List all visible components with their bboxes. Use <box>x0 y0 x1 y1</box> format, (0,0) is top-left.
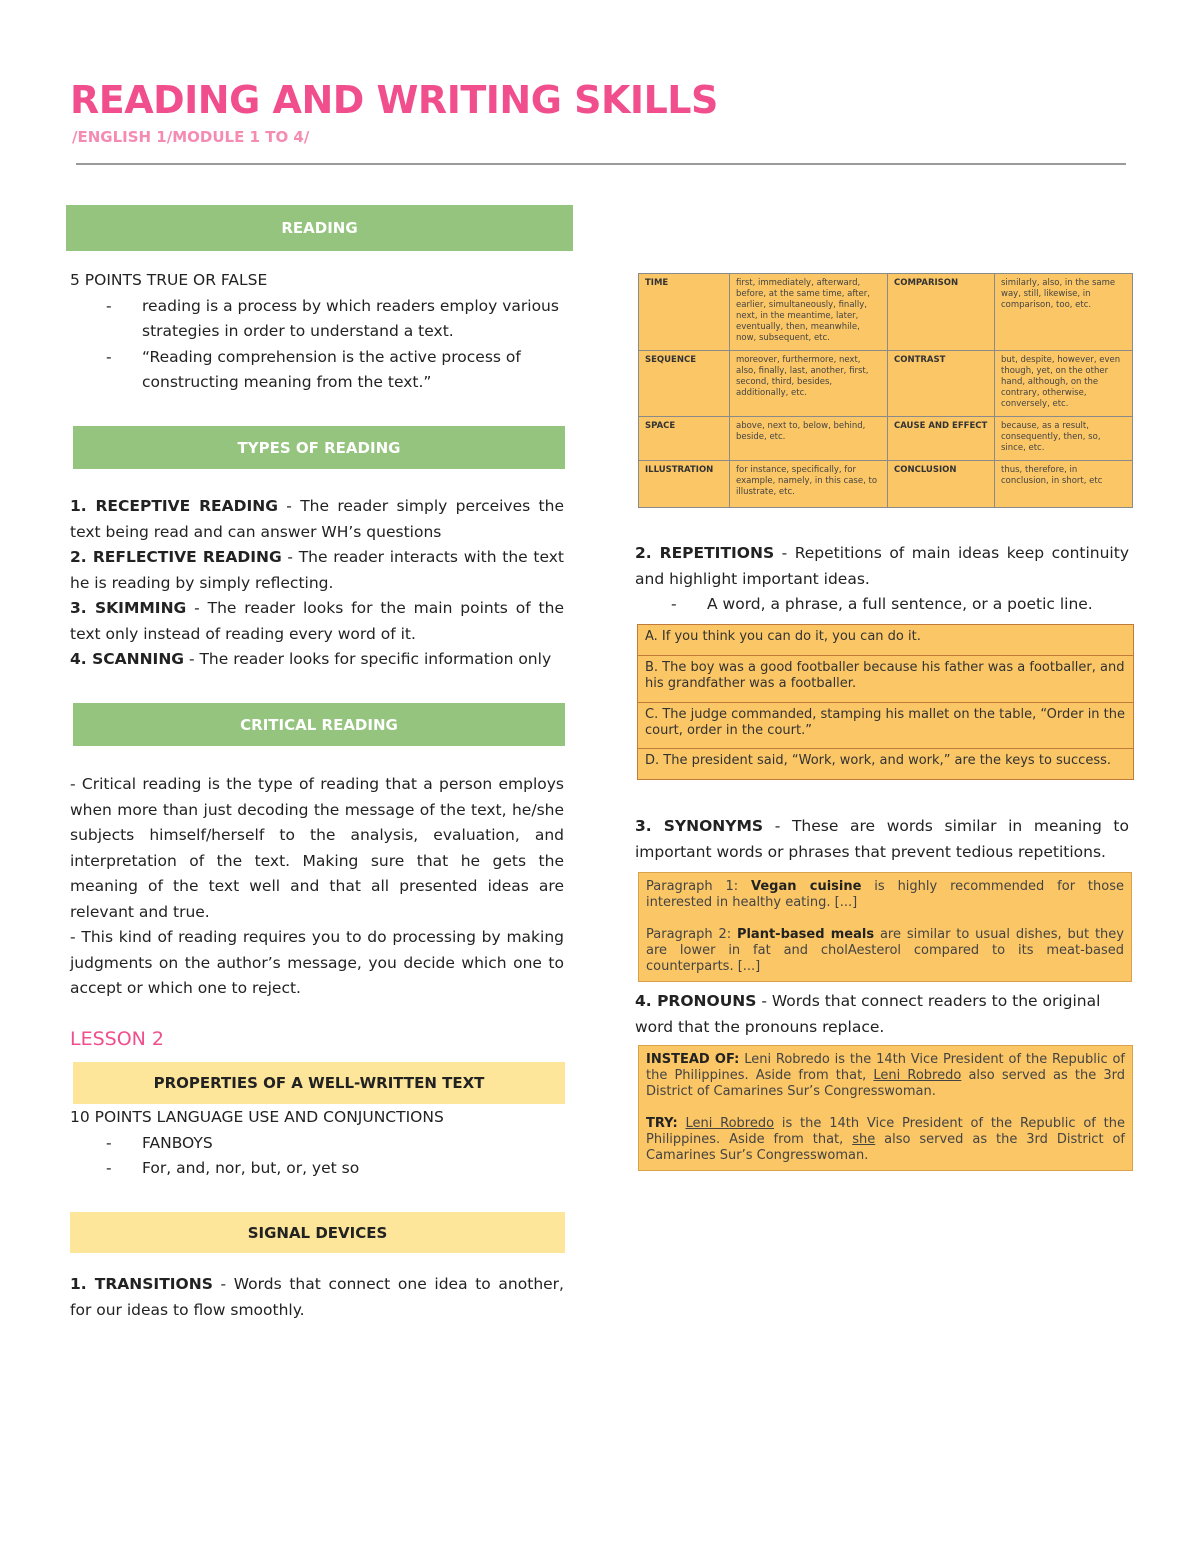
types-of-reading-list <box>70 494 564 673</box>
term: 4. SCANNING <box>70 650 185 668</box>
critical-reading-heading: CRITICAL READING <box>73 703 565 746</box>
example-item: C. The judge commanded, stamping his mallet on the table, “Order in the court, order in the court.” <box>638 703 1133 749</box>
list-item: - reading is a process by which readers employ various strategies in order to understand a text. <box>106 296 559 340</box>
list-item <box>70 545 564 596</box>
synonyms-example <box>638 872 1132 982</box>
true-false-section <box>70 268 565 396</box>
table-cell: similarly, also, in the same way, still, likewise, in comparison, too, etc. <box>995 274 1133 351</box>
page-subtitle: /ENGLISH 1/MODULE 1 TO 4/ <box>72 128 310 146</box>
transitions-item <box>70 1272 564 1323</box>
example-item: D. The president said, “Work, work, and work,” are the keys to success. <box>645 753 1112 768</box>
table-cell: SEQUENCE <box>639 351 730 417</box>
definition: - The reader simply perceives the text being read and can answer WH’s questions <box>70 497 564 541</box>
table-cell: but, despite, however, even though, yet, on the other hand, although, on the contrary, otherwise, conversely, etc. <box>995 351 1133 417</box>
paragraph <box>646 927 1124 975</box>
term: 3. SKIMMING <box>70 599 187 617</box>
list-item-text: reading is a process by which readers employ various strategies in order to understand a text. <box>142 296 559 340</box>
text: Leni Robredo is the 14th Vice President of the Republic of the Philippines. Aside from that, <box>646 1052 1126 1083</box>
text: also served as the 3rd District of Camarines Sur’s Congresswoman. <box>646 1068 1125 1099</box>
label: INSTEAD OF: <box>646 1052 740 1067</box>
critical-reading-text <box>70 772 564 1002</box>
table-cell: moreover, furthermore, next, also, finally, last, another, first, second, third, besides, additionally, etc. <box>730 351 888 417</box>
language-use-label: 10 POINTS LANGUAGE USE AND CONJUNCTIONS <box>70 1108 444 1126</box>
table-cell: for instance, specifically, for example, namely, in this case, to illustrate, etc. <box>730 461 888 508</box>
pronouns-example <box>638 1045 1133 1171</box>
underlined-text: she <box>852 1132 876 1147</box>
language-use-section <box>70 1105 565 1182</box>
definition: - The reader looks for specific information only <box>184 650 552 668</box>
table-cell: CONTRAST <box>888 351 995 417</box>
text: Paragraph 1: <box>646 879 751 894</box>
highlight: Plant-based meals <box>736 927 875 942</box>
definition: - Words that connect readers to the original word that the pronouns replace. <box>635 992 1101 1036</box>
paragraph <box>646 1052 1125 1100</box>
repetitions-item <box>635 541 1129 618</box>
term: 2. REPETITIONS <box>635 544 775 562</box>
text: is highly recommended for those interested in healthy eating. [...] <box>646 879 1124 910</box>
paragraph <box>646 1116 1125 1164</box>
reading-heading: READING <box>66 205 573 251</box>
term: 4. PRONOUNS <box>635 992 757 1010</box>
header-divider <box>76 163 1126 165</box>
list-item: - “Reading comprehension is the active process of constructing meaning from the text.” <box>106 347 521 391</box>
list-item-text: A word, a phrase, a full sentence, or a poetic line. <box>707 595 1093 613</box>
table-cell: ILLUSTRATION <box>639 461 730 508</box>
underlined-text: Leni Robredo <box>685 1116 775 1131</box>
text: are similar to usual dishes, but they are lower in fat and cholAesterol compared to its meat-based counterparts. [...] <box>646 927 1124 974</box>
text: is the 14th Vice President of the Republic of the Philippines. Aside from that, <box>646 1116 1125 1147</box>
label: TRY: <box>646 1116 678 1131</box>
repetition-examples <box>637 624 1134 780</box>
table-cell: CAUSE AND EFFECT <box>888 417 995 461</box>
paragraph: - This kind of reading requires you to do processing by making judgments on the author’s message, you decide which one to accept or which one to reject. <box>70 928 564 997</box>
list-item: - A word, a phrase, a full sentence, or a poetic line. <box>671 595 1093 613</box>
synonyms-item <box>635 814 1129 865</box>
term: 1. TRANSITIONS <box>70 1275 213 1293</box>
list-item-text: FANBOYS <box>142 1133 213 1152</box>
list-item-text: “Reading comprehension is the active process of constructing meaning from the text.” <box>142 347 521 391</box>
table-cell: above, next to, below, behind, beside, etc. <box>730 417 888 461</box>
example-item: A. If you think you can do it, you can do it. <box>638 625 1133 656</box>
page-title: READING AND WRITING SKILLS <box>70 78 718 122</box>
term: 3. SYNONYMS <box>635 817 764 835</box>
list-item <box>70 647 564 673</box>
list-item <box>70 596 564 647</box>
properties-heading: PROPERTIES OF A WELL-WRITTEN TEXT <box>73 1062 565 1104</box>
definition: - Repetitions of main ideas keep continuity and highlight important ideas. <box>635 544 1129 588</box>
table-cell: first, immediately, afterward, before, at the same time, after, earlier, simultaneously, finally, next, in the meantime, later, eventually, then, meanwhile, now, subsequent, etc. <box>730 274 888 351</box>
definition: - The reader interacts with the text he is reading by simply reflecting. <box>70 548 564 592</box>
highlight: Vegan cuisine <box>750 879 862 894</box>
table-cell: CONCLUSION <box>888 461 995 508</box>
table-row <box>639 417 1133 461</box>
text: Paragraph 2: <box>646 927 737 942</box>
paragraph: - Critical reading is the type of reading that a person employs when more than just decoding the message of the text, he/she subjects himself/herself to the analysis, evaluation, and interpretation of the text. Making sure that he gets the meaning of the text well and that all presented ideas are relevant and true. <box>70 775 564 921</box>
true-false-label: 5 POINTS TRUE OR FALSE <box>70 271 268 289</box>
example-item: B. The boy was a good footballer because his father was a footballer, and his grandfather was a footballer. <box>638 656 1133 703</box>
table-cell: TIME <box>639 274 730 351</box>
text: also served as the 3rd District of Camarines Sur’s Congresswoman. <box>646 1132 1126 1163</box>
definition: - The reader looks for the main points of the text only instead of reading every word of it. <box>70 599 564 643</box>
list-item-text: For, and, nor, but, or, yet so <box>142 1159 360 1177</box>
table-cell: COMPARISON <box>888 274 995 351</box>
table-row <box>639 274 1133 351</box>
paragraph <box>646 879 1124 911</box>
table-cell: thus, therefore, in conclusion, in short, etc <box>995 461 1133 508</box>
transitions-table <box>638 273 1133 508</box>
table-row <box>639 351 1133 417</box>
table-cell: because, as a result, consequently, then, so, since, etc. <box>995 417 1133 461</box>
term: 1. RECEPTIVE READING <box>70 497 278 515</box>
term: 2. REFLECTIVE READING <box>70 548 282 566</box>
types-of-reading-heading: TYPES OF READING <box>73 426 565 469</box>
definition: - Words that connect one idea to another, for our ideas to flow smoothly. <box>70 1275 564 1319</box>
list-item <box>70 494 564 545</box>
table-row <box>639 461 1133 508</box>
table-cell: SPACE <box>639 417 730 461</box>
lesson-heading: LESSON 2 <box>70 1028 165 1050</box>
pronouns-item <box>635 989 1129 1040</box>
signal-devices-heading: SIGNAL DEVICES <box>70 1212 565 1253</box>
list-item: - For, and, nor, but, or, yet so <box>106 1159 360 1177</box>
definition: - These are words similar in meaning to important words or phrases that prevent tedious repetitions. <box>635 817 1129 861</box>
underlined-text: Leni Robredo <box>873 1068 962 1083</box>
list-item: - FANBOYS <box>106 1133 213 1152</box>
